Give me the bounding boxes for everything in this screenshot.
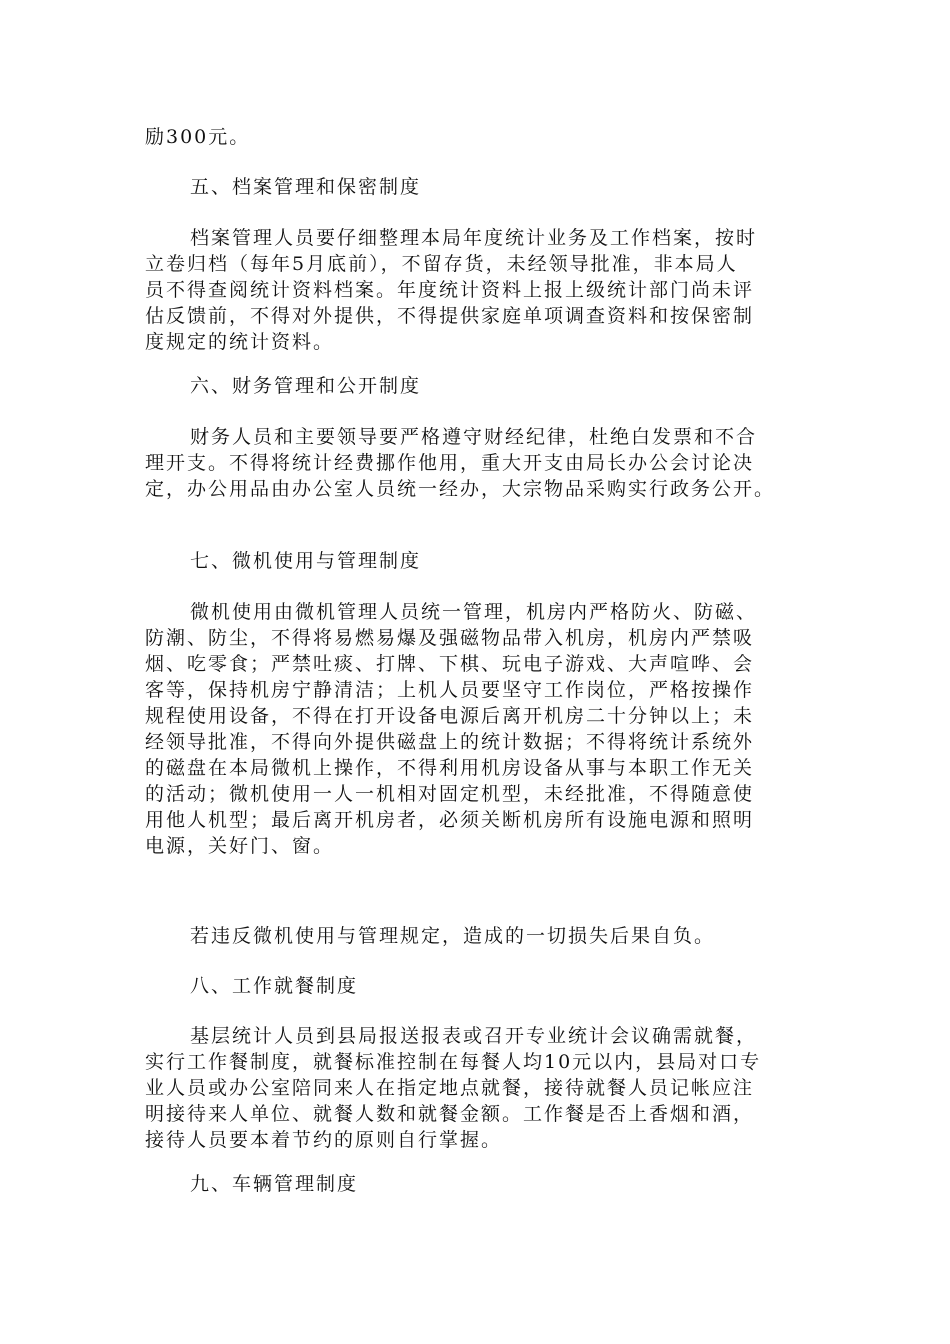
section-heading-7: 七、微机使用与管理制度 — [190, 550, 422, 572]
text-line: 理开支。不得将统计经费挪作他用，重大开支由局长办公会讨论决 — [145, 452, 755, 474]
text-line: 经领导批准，不得向外提供磁盘上的统计数据；不得将统计系统外 — [145, 731, 755, 753]
text-line: 基层统计人员到县局报送报表或召开专业统计会议确需就餐， — [190, 1025, 758, 1047]
paragraph-work-meals — [145, 1023, 825, 1153]
text-line: 接待人员要本着节约的原则自行掌握。 — [145, 1129, 503, 1151]
text-line: 估反馈前，不得对外提供，不得提供家庭单项调查资料和按保密制 — [145, 305, 755, 327]
section-heading-8: 八、工作就餐制度 — [190, 975, 359, 997]
text-line: 立卷归档（每年5月底前），不留存货，未经领导批准，非本局人 — [145, 253, 738, 275]
text-line: 员不得查阅统计资料档案。年度统计资料上报上级统计部门尚未评 — [145, 279, 755, 301]
section-heading-6: 六、财务管理和公开制度 — [190, 375, 422, 397]
text-line: 防潮、防尘，不得将易燃易爆及强磁物品带入机房，机房内严禁吸 — [145, 627, 755, 649]
section-heading-9: 九、车辆管理制度 — [190, 1173, 359, 1195]
text-line: 定，办公用品由办公室人员统一经办，大宗物品采购实行政务公开。 — [145, 478, 776, 500]
text-line: 度规定的统计资料。 — [145, 331, 335, 353]
text-line: 微机使用由微机管理人员统一管理，机房内严格防火、防磁、 — [190, 601, 758, 623]
text-line: 客等，保持机房宁静清洁；上机人员要坚守工作岗位，严格按操作 — [145, 679, 755, 701]
text-line: 实行工作餐制度，就餐标准控制在每餐人均10元以内，县局对口专 — [145, 1051, 762, 1073]
paragraph-computer-usage — [145, 599, 825, 859]
text-line: 的活动；微机使用一人一机相对固定机型，未经批准，不得随意使 — [145, 783, 755, 805]
paragraph-archive-management — [145, 225, 825, 355]
text-line: 财务人员和主要领导要严格遵守财经纪律，杜绝白发票和不合 — [190, 426, 758, 448]
text-line: 规程使用设备，不得在打开设备电源后离开机房二十分钟以上；未 — [145, 705, 755, 727]
text-line: 明接待来人单位、就餐人数和就餐金额。工作餐是否上香烟和酒， — [145, 1103, 755, 1125]
text-line: 业人员或办公室陪同来人在指定地点就餐，接待就餐人员记帐应注 — [145, 1077, 755, 1099]
text-line: 烟、吃零食；严禁吐痰、打牌、下棋、玩电子游戏、大声喧哗、会 — [145, 653, 755, 675]
text-line: 用他人机型；最后离开机房者，必须关断机房所有设施电源和照明 — [145, 809, 755, 831]
section-heading-5: 五、档案管理和保密制度 — [190, 176, 422, 198]
text-line: 档案管理人员要仔细整理本局年度统计业务及工作档案，按时 — [190, 227, 758, 249]
paragraph-computer-violation: 若违反微机使用与管理规定，造成的一切损失后果自负。 — [190, 925, 716, 947]
text-line: 的磁盘在本局微机上操作，不得利用机房设备从事与本职工作无关 — [145, 757, 755, 779]
text-line: 电源，关好门、窗。 — [145, 835, 335, 857]
paragraph-finance-management — [145, 424, 825, 502]
text-line: 励300元。 — [145, 126, 251, 148]
paragraph-continuation — [145, 124, 825, 150]
